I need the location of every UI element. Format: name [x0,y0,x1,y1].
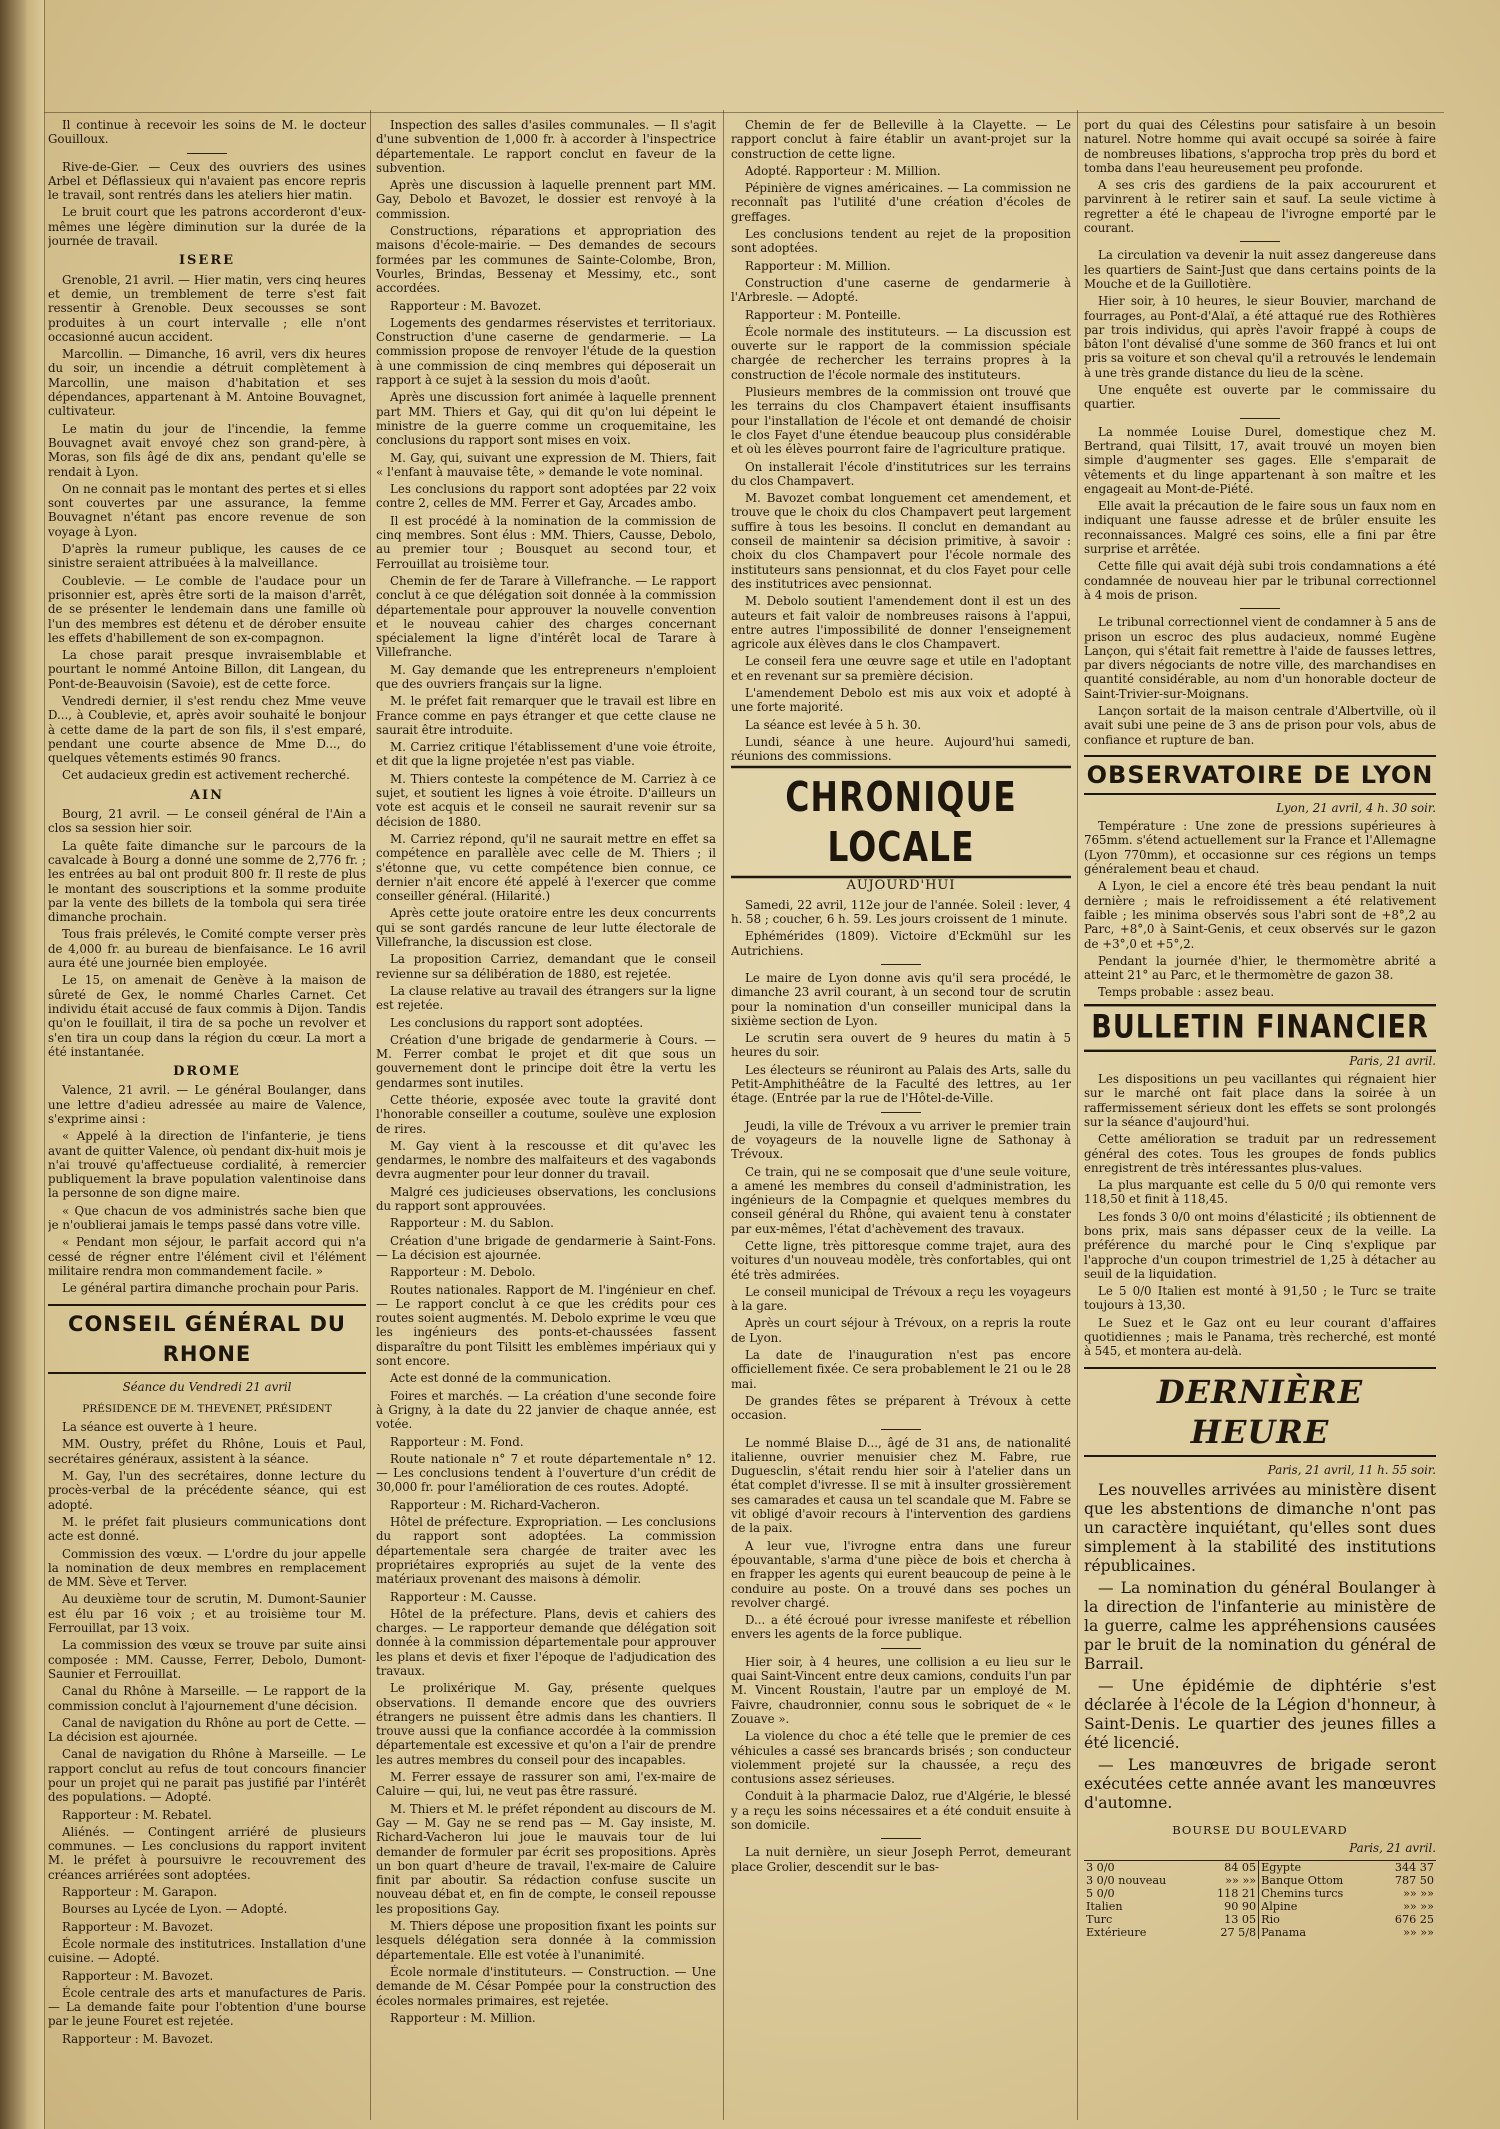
paragraph: Il continue à recevoir les soins de M. le docteur Gouilloux. [48,118,366,147]
paragraph: Rapporteur : M. Garapon. [62,1885,218,1900]
table-cell: »» »» [1403,1925,1434,1939]
paragraph: Ce train, qui ne se composait que d'une seule voiture, a amené les membres du conseil d'administration, les ingénieurs de la Compagnie et quelques membres du conseil général du Rhône, qui avaient tenu à constater par eux-mêmes, l'état d'achèvement des travaux. [731,1164,1071,1236]
paragraph: M. Bavozet combat longuement cet amendement, et trouve que le choix du clos Champavert peut largement suffire à tous les besoins. Il conclut en demandant au conseil de maintenir sa décision primitive, à savoir : choix du clos Champavert pour l'école normale des instituteurs sans pensionnat, et du clos Fayet pour celle des institutrices avec pensionnat. [731,491,1071,591]
separator [881,964,921,965]
paragraph: La séance est ouverte à 1 heure. [62,1420,258,1435]
paragraph: Après une discussion fort animée à laquelle prennent part MM. Thiers et Gay, qui dit qu'on lui dépeint le ministre de la guerre comme un croquemitaine, les conclusions du rapport sont mises en voix. [376,390,716,448]
paragraph: Cette ligne, très pittoresque comme trajet, aura des voitures d'un nouveau modèle, très confortables, qui ont été très admirées. [731,1239,1071,1282]
adjacent-page-edge [26,0,45,2129]
paragraph: Le prolixérique M. Gay, présente quelques observations. Il demande encore que des ouvriers étrangers ne puissent être admis dans les chantiers. Il trouve aussi que la confiance accordée à la commission départementale est excessive et qu'on a l'air de prendre les autres membres du conseil pour des incapables. [376,1681,716,1767]
paragraph: M. Gay demande que les entrepreneurs n'emploient que des ouvriers français sur la ligne. [376,662,716,691]
section-heading-isere: ISERE [178,253,236,269]
paragraph: Plusieurs membres de la commission ont trouvé que les terrains du clos Champavert étaient insuffisants pour l'installation de l'école et ont demandé de choisir le clos Fayet d'une étendue beaucoup plus considérable et où les élèves pourront faire de l'agriculture pratique. [731,385,1071,457]
conseil-subtitle: Séance du Vendredi 21 avril [122,1379,292,1394]
paragraph: M. le préfet fait plusieurs communications dont acte est donné. [48,1514,366,1544]
paragraph: M. Ferrer essaye de rassurer son ami, l'ex-maire de Caluire — qui, lui, ne veut pas être rassuré. [376,1770,716,1799]
paragraph: Après une discussion à laquelle prennent part MM. Gay, Debolo et Bavozet, le dossier est renvoyé à la commission. [376,178,716,221]
masthead-chronique-locale: CHRONIQUE LOCALE [731,766,1071,879]
paragraph: La clause relative au travail des étrangers sur la ligne est rejetée. [376,983,716,1013]
paragraph: « Pendant mon séjour, le parfait accord qui n'a cessé de régner entre l'élément civil et l'élément militaire rendra mon commandement facile. » [48,1235,366,1278]
paragraph: M. Thiers conteste la compétence de M. Carriez à ce sujet, et soutient les lignes à voie étroite. D'ailleurs un vote est acquis et le conseil ne saurait revenir sur sa décision de 1880. [376,771,716,829]
paragraph: Pépinière de vignes américaines. — La commission ne reconnaît pas l'utilité d'une création d'écoles de greffages. [731,181,1071,224]
paragraph: Chemin de fer de Tarare à Villefranche. — Le rapport conclut à ce que délégation soit donnée à la commission départementale pour approuver la nouvelle convention et le nouveau cahier des charges concernant spécialement la ligne d'intérêt local de Tarare à Villefranche. [376,573,716,660]
derniere-heure-body [1084,1481,1436,1813]
section-conseil [48,1420,366,2046]
column-rule [1077,110,1078,2120]
table-cell: 118 21 [1216,1886,1257,1900]
paragraph: Rapporteur : M. Debolo. [390,1265,536,1280]
table-cell: »» »» [1225,1873,1257,1887]
bulletin-dateline: Paris, 21 avril. [1349,1053,1436,1068]
table-row [1084,1860,1436,1874]
separator [881,1838,921,1839]
table-cell: Banque Ottom [1259,1874,1377,1887]
derniere-dateline: Paris, 21 avril, 11 h. 55 soir. [1267,1462,1436,1477]
paragraph: — Les manœuvres de brigade seront exécutées cette année avant les manœuvres d'automne. [1084,1755,1436,1812]
paragraph: Les conclusions tendent au rejet de la proposition sont adoptées. [731,227,1071,256]
paragraph: Routes nationales. Rapport de M. l'ingénieur en chef. — Le rapport conclut à ce que les crédits pour ces routes soient augmentés. M. Debolo exprime le vœu que les ingénieurs des ponts-et-chaussées fassent disparaître du pont Tilsitt les emblèmes impériaux qui y sont encore. [376,1282,716,1369]
paragraph: Temps probable : assez beau. [1098,985,1275,1000]
paragraph: Cette amélioration se traduit par un redressement général des cotes. Tous les groupes de fonds publics enregistrent de très intéressantes plus-values. [1084,1132,1436,1175]
separator [1240,241,1280,242]
paragraph: Le matin du jour de l'incendie, la femme Bouvagnet avait envoyé chez son grand-père, à Moras, son fils âgé de dix ans, pendant qu'elle se rendait à Lyon. [48,421,366,479]
paragraph: Elle avait la précaution de le faire sous un faux nom en indiquant une fausse adresse et de brûler ensuite les reconnaissances. Malgré ces soins, elle a fini par être surprise et arrêtée. [1084,499,1436,557]
section-isere [48,273,366,783]
paragraph: École centrale des arts et manufactures de Paris. — La demande faite pour l'obtention d'une bourse par le jeune Fouret est rejetée. [48,1985,366,2029]
paragraph: M. Gay vient à la rescousse et dit qu'avec les gendarmes, le nombre des malfaiteurs et des vagabonds devra augmenter pour leur donner du travail. [376,1138,716,1182]
header-rule [44,112,1444,113]
table-cell: Italien [1086,1899,1123,1913]
paragraph: Aliénés. — Contingent arriéré de plusieurs communes. — Les conclusions du rapport invitent M. le préfet à poursuivre le recouvrement des créances arriérées sont adoptées. [48,1824,366,1882]
paragraph: Malgré ces judicieuses observations, les conclusions du rapport sont approuvées. [376,1184,716,1214]
paragraph: Le maire de Lyon donne avis qu'il sera procédé, le dimanche 23 avril courant, à un second tour de scrutin pour la nomination d'un conseiller municipal dans la sixième section de Lyon. [731,970,1071,1028]
paragraph: A ses cris des gardiens de la paix accoururent et parvinrent à le retirer sain et sauf. La seule victime à regretter a été le chapeau de l'ivrogne emporté par le courant. [1084,178,1436,236]
separator [1240,418,1280,419]
paragraph: Rapporteur : M. Bavozet. [62,2031,214,2046]
paragraph: D... a été écroué pour ivresse manifeste et rébellion envers les agents de la force publique. [731,1613,1071,1642]
paragraph: Tous frais prélevés, le Comité compte verser près de 4,000 fr. au bureau de bienfaisance. Le 16 avril aura été une journée bien employée. [48,927,366,971]
paragraph: Les conclusions du rapport sont adoptées. [390,1015,644,1030]
paragraph: La date de l'inauguration n'est pas encore officiellement fixée. Ce sera probablement le 21 ou le 28 mai. [731,1348,1071,1391]
table-cell: 3 0/0 nouveau [1086,1873,1167,1887]
paragraph: Rapporteur : M. Bavozet. [62,1919,214,1934]
bourse-heading: BOURSE DU BOULEVARD [1172,1822,1348,1837]
bourse-table [1084,1860,1436,1939]
table-row [1084,1913,1436,1926]
paragraph: M. Carriez répond, qu'il ne saurait mettre en effet sa compétence en parallèle avec celle de M. Thiers ; il s'étonne que, vu cette compétence bien connue, ce dernier n'ait encore été appelé à l'exercer que comme conseiller général. (Hilarité.) [376,831,716,904]
table-cell: Alpine [1259,1900,1377,1913]
paragraph: Le général partira dimanche prochain pour Paris. [62,1281,360,1296]
paragraph: Chemin de fer de Belleville à la Clayette. — Le rapport conclut à faire établir un avant-projet sur la construction de cette ligne. [731,118,1071,161]
paragraph: Rapporteur : M. Causse. [390,1589,537,1604]
paragraph: Il est procédé à la nomination de la commission de cinq membres. Sont élus : MM. Thiers, Causse, Debolo, au premier tour ; Bousquet au second tour, et Ferrouillat au troisième tour. [376,513,716,571]
paragraph: Grenoble, 21 avril. — Hier matin, vers cinq heures et demie, un tremblement de terre s'est fait ressentir à Grenoble. Deux secousses se sont produites à un court intervalle ; elle n'ont occasionné aucun accident. [48,272,366,344]
paragraph: Les nouvelles arrivées au ministère disent que les abstentions de dimanche n'ont pas un caractère inquiétant, qu'elles sont dues simplement à la stabilité des institutions républicaines. [1084,1480,1436,1575]
paragraph: Le nommé Blaise D..., âgé de 31 ans, de nationalité italienne, ouvrier menuisier chez M. Fabre, rue Duguesclin, s'était rendu hier soir à l'atelier dans un état complet d'ivresse. Il se mit à insulter grossièrement ses camarades et causa un tel scandale que M. Fabre se vit obligé d'avoir recours à l'intervention des gardiens de la paix. [731,1435,1071,1536]
table-cell: 27 5/8 [1220,1925,1257,1939]
table-cell: Egypte [1259,1860,1377,1874]
bourse-dateline: Paris, 21 avril. [1349,1841,1436,1856]
paragraph: Adopté. Rapporteur : M. Million. [745,163,941,178]
table-cell: Turc [1086,1912,1113,1926]
paragraph: M. Carriez critique l'établissement d'une voie étroite, et dit que la ligne projetée n'est pas viable. [376,740,716,769]
paragraph: M. Debolo soutient l'amendement dont il est un des auteurs et fait valoir de nombreuses raisons à l'appui, entre autres l'impossibilité de donner l'enseignement agricole aux élèves dans le clos Champavert. [731,594,1071,652]
table-cell: Rio [1259,1913,1377,1926]
table-cell: 84 05 [1224,1860,1257,1874]
paragraph: La quête faite dimanche sur le parcours de la cavalcade à Bourg a donné une somme de 2,776 fr. ; les entrées au bal ont produit 800 fr. Il reste de plus le montant des souscriptions et la somme produite par la vente des billets de la tombola qui sera tirée dimanche prochain. [48,838,366,925]
paragraph: Rive-de-Gier. — Ceux des ouvriers des usines Arbel et Déflassieux qui n'avaient pas encore repris le travail, sont rentrés dans les ateliers hier matin. [48,159,366,203]
masthead-conseil-general: CONSEIL GÉNÉRAL DU RHONE [48,1304,366,1374]
paragraph: Bourg, 21 avril. — Le conseil général de l'Ain a clos sa session hier soir. [48,807,366,836]
paragraph: Bourses au Lycée de Lyon. — Adopté. [62,1902,288,1917]
paragraph: La nuit dernière, un sieur Joseph Perrot, demeurant place Grolier, descendit sur le bas- [731,1845,1071,1874]
paragraph: Les conclusions du rapport sont adoptées par 22 voix contre 2, celles de MM. Ferrer et Gay, Arcades ambo. [376,482,716,511]
paragraph: Rapporteur : M. Bavozet. [390,298,542,313]
column-rule [723,110,724,2120]
observatoire-dateline: Lyon, 21 avril, 4 h. 30 soir. [1276,800,1436,815]
separator [1240,608,1280,609]
column-3 [731,118,1071,2113]
paragraph: Une enquête est ouverte par le commissaire du quartier. [1084,383,1436,412]
paragraph: Le tribunal correctionnel vient de condamner à 5 ans de prison un escroc des plus audacieux, nommé Eugène Lançon, qui s'était fait remettre à l'aide de fausses lettres, par divers négociants de notre ville, des marchandises en quantité considérable, au nom d'un honorable docteur de Saint-Trivier-sur-Moignans. [1084,615,1436,701]
paragraph: Vendredi dernier, il s'est rendu chez Mme veuve D..., à Coublevie, et, après avoir souhaité le bonjour à cette dame de la part de son fils, il s'est emparé, pendant une courte absence de Mme D..., do quelques vêtements estimés 90 francs. [48,693,366,766]
paragraph: La plus marquante est celle du 5 0/0 qui remonte vers 118,50 et finit à 118,45. [1084,1178,1436,1207]
paragraph: Hier soir, à 4 heures, une collision a eu lieu sur le quai Saint-Vincent entre deux camions, conduits l'un par M. Vincent Roustain, l'autre par un employé de M. Faivre, chaudronnier, connu sous le sobriquet de « le Zouave ». [731,1654,1071,1726]
paragraph: Canal de navigation du Rhône à Marseille. — Le rapport conclut au refus de tout concours financier pour un projet qui ne parait pas justifié par l'intérêt des populations. — Adopté. [48,1747,366,1805]
paragraph: Cette fille qui avait déjà subi trois condamnations a été condamnée de nouveau hier par le tribunal correctionnel à 4 mois de prison. [1084,559,1436,602]
column-rule [370,110,371,2120]
paragraph: Lançon sortait de la maison centrale d'Albertville, où il avait subi une peine de 3 ans de prison pour vols, abus de confiance et rupture de ban. [1084,703,1436,747]
paragraph: École normale des institutrices. Installation d'une cuisine. — Adopté. [48,1936,366,1966]
paragraph: La violence du choc a été telle que le premier de ces véhicules a cassé ses brancards brisés ; son conducteur violemment projeté sur la chaussée, a reçu des contusions assez sérieuses. [731,1729,1071,1787]
paragraph: Logements des gendarmes réservistes et territoriaux. Construction d'une caserne de gendarmerie. — La commission propose de renvoyer l'étude de la question à une commission de cinq membres qui déposerait un rapport à ce sujet à la session du mois d'août. [376,315,716,388]
paragraph: « Que chacun de vos administrés sache bien que je n'oublierai jamais le temps passé dans votre ville. [48,1203,366,1233]
paragraph: Après cette joute oratoire entre les deux concurrents qui se sont gardés rancune de leur lutte électorale de Villefranche, la discussion est close. [376,906,716,950]
paragraph: Rapporteur : M. Ponteille. [745,307,901,322]
paragraph: « Appelé à la direction de l'infanterie, je tiens avant de quitter Valence, où pendant dix-huit mois je n'ai trouvé qu'affectueuse cordialité, à remercier publiquement la brave population valentinoise dans la personne de son digne maire. [48,1129,366,1201]
paragraph: A leur vue, l'ivrogne entra dans une fureur épouvantable, s'arma d'une pièce de bois et chercha à en frapper les agents qui eurent beaucoup de peine à le conduire au poste. On a trouvé dans ses poches un revolver chargé. [731,1538,1071,1610]
table-cell: 13 05 [1224,1912,1257,1926]
paragraph: Lundi, séance à une heure. Aujourd'hui samedi, réunions des commissions. [731,734,1071,764]
paragraph: Rapporteur : M. Million. [390,2010,536,2025]
paragraph: Au deuxième tour de scrutin, M. Dumont-Saunier est élu par 16 voix ; et au troisième tour M. Ferrouillat, par 13 voix. [48,1592,366,1636]
paragraph: La proposition Carriez, demandant que le conseil revienne sur sa délibération de 1880, est rejetée. [376,952,716,981]
table-cell: 787 50 [1394,1873,1434,1887]
paragraph: — La nomination du général Boulanger à la direction de l'infanterie au ministère de la guerre, calme les appréhensions causées par le bruit de la nomination du général de Barrail. [1084,1578,1436,1673]
paragraph: Cet audacieux gredin est activement recherché. [62,768,350,783]
paragraph: Coublevie. — Le comble de l'audace pour un prisonnier est, après être sorti de la maison d'arrêt, de se présenter le lendemain dans une famille où l'un des membres est détenu et de dérober ensuite les effets d'habillement de son ex-compagnon. [48,573,366,645]
paragraph: Hôtel de la préfecture. Plans, devis et cahiers des charges. — Le rapporteur demande que délégation soit donnée à la commission départementale pour approuver les plans et devis et fixer l'époque de l'adjudication des travaux. [376,1606,716,1678]
paragraph: Rapporteur : M. du Sablon. [390,1216,554,1231]
paragraph: Rapporteur : M. Bavozet. [62,1968,214,1983]
paragraph: De grandes fêtes se préparent à Trévoux à cette occasion. [731,1393,1071,1423]
paragraph: A Lyon, le ciel a encore été très beau pendant la nuit dernière ; mais le refroidissement a été relativement faible ; les minima observés sous l'abri sont de +8°,2 au Parc, +8°,0 à Saint-Genis, et ceux observés sur le gazon de +3°,0 et +5°,2. [1084,879,1436,951]
paragraph: Cette théorie, exposée avec toute la gravité dont l'honorable conseiller a coutume, soulève une explosion de rires. [376,1093,716,1136]
table-cell: »» »» [1403,1886,1434,1900]
section-heading-ain: AIN [189,787,225,803]
paragraph: L'amendement Debolo est mis aux voix et adopté à une forte majorité. [731,685,1071,715]
paragraph: Le 15, on amenait de Genève à la maison de sûreté de Gex, le nommé Charles Carnet. Cet individu était accusé de faux commis à Dijon. Tandis qu'on le fouillait, il tira de sa poche un revolver et s'en tira un coup dans la région du cœur. La mort a été instantanée. [48,973,366,1059]
paragraph: Samedi, 22 avril, 112e jour de l'année. Soleil : lever, 4 h. 58 ; coucher, 6 h. 59. Les jours croissent de 1 minute. [731,897,1071,927]
paragraph: La nommée Louise Durel, domestique chez M. Bertrand, quai Tilsitt, 17, avait trouvé un moyen bien simple d'augmenter ses gages. Elle s'emparait de vêtements et du linge appartenant à son maître et les engageait au Mont-de-Piété. [1084,424,1436,496]
paragraph: M. Gay, l'un des secrétaires, donne lecture du procès-verbal de la précédente séance, qui est adopté. [48,1469,366,1512]
article-rive-de-gier [48,118,366,248]
table-cell: 344 37 [1394,1860,1434,1874]
table-cell: 676 25 [1394,1912,1434,1926]
section-drome [48,1083,366,1295]
paragraph: École normale des instituteurs. — La discussion est ouverte sur le rapport de la commission spéciale chargée de rechercher les terrains propres à la construction de l'école normale des instituteurs. [731,324,1071,382]
masthead-bulletin-financier: BULLETIN FINANCIER [1084,1004,1436,1052]
paragraph: D'après la rumeur publique, les causes de ce sinistre seraient attribuées à la malveillance. [48,542,366,571]
paragraph: Création d'une brigade de gendarmerie à Saint-Fons. — La décision est ajournée. [376,1233,716,1262]
paragraph: Le Suez et le Gaz ont eu leur courant d'affaires quotidiennes ; mais le Panama, très recherché, est monté à 545, et montera au-delà. [1084,1315,1436,1359]
table-row [1084,1926,1436,1939]
paragraph: Valence, 21 avril. — Le général Boulanger, dans une lettre d'adieu adressée au maire de Valence, s'exprime ainsi : [48,1083,366,1126]
table-cell: Panama [1259,1926,1377,1939]
column-1 [48,118,366,2113]
paragraph: On ne connait pas le montant des pertes et si elles sont couvertes par une assurance, la femme Bouvagnet n'étant pas encore revenue de son voyage à Lyon. [48,481,366,539]
paragraph: Rapporteur : M. Rebatel. [62,1807,212,1822]
paragraph: Constructions, réparations et appropriation des maisons d'école-mairie. — Des demandes de secours formées par les communes de Sainte-Colombe, Bron, Vourles, Brindas, Bessenay et Messimy, etc., sont accordées. [376,224,716,296]
paragraph: M. Thiers dépose une proposition fixant les points sur lesquels délégation sera donnée à la commission départementale. Elle est votée à l'unanimité. [376,1919,716,1962]
table-cell: Extérieure [1086,1925,1147,1939]
paragraph: Conduit à la pharmacie Daloz, rue d'Algérie, le blessé y a reçu les soins nécessaires et a été conduit ensuite à son domicile. [731,1789,1071,1832]
paragraph: Les fonds 3 0/0 ont moins d'élasticité ; ils obtiennent de bons prix, mais sans dépasser ceux de la veille. La préférence du marché pour le Cinq s'explique par l'approche d'un coupon trimestriel de 1,25 à détacher au seuil de la liquidation. [1084,1209,1436,1281]
presidence-line: PRÉSIDENCE DE M. THEVENET, PRÉSIDENT [82,1402,332,1415]
paragraph: Le conseil fera une œuvre sage et utile en l'adoptant et en revenant sur sa première décision. [731,654,1071,683]
separator [881,1112,921,1113]
paragraph: La circulation va devenir la nuit assez dangereuse dans les quartiers de Saint-Just que dans certains points de la Mouche et de la Guillotière. [1084,248,1436,291]
paragraph: On installerait l'école d'institutrices sur les terrains du clos Champavert. [731,459,1071,488]
paragraph: Après un court séjour à Trévoux, on a repris la route de Lyon. [731,1316,1071,1345]
separator [881,1648,921,1649]
masthead-observatoire: OBSERVATOIRE DE LYON [1084,755,1436,795]
paragraph: Rapporteur : M. Richard-Vacheron. [390,1497,600,1512]
paragraph: M. Thiers et M. le préfet répondent au discours de M. Gay — M. Gay ne se rend pas — M. Gay insiste, M. Richard-Vacheron lui joue le mauvais tour de lui demander de formuler par écrit ses propositions. Après un bon quart d'heure de travail, l'ex-maire de Caluire finit par aboutir. Sa rédaction confuse suscite un nouveau débat et, en fin de compte, le conseil repousse les propositions Gay. [376,1801,716,1916]
paragraph: La commission des vœux se trouve par suite ainsi composée : MM. Causse, Ferrer, Debolo, Dumont-Saunier et Ferrouillat. [48,1638,366,1681]
paragraph: Construction d'une caserne de gendarmerie à l'Arbresle. — Adopté. [731,275,1071,305]
paragraph: Rapporteur : M. Million. [745,258,891,273]
section-ain [48,807,366,1059]
paragraph: Température : Une zone de pressions supérieures à 765mm. s'étend actuellement sur la France et l'Allemagne (Lyon 770mm), et occasionne sur ces régions un temps généralement beau et chaud. [1084,819,1436,877]
paragraph: Marcollin. — Dimanche, 16 avril, vers dix heures du soir, un incendie a détruit complètement à Marcollin, une maison d'habitation et ses dépendances, appartenant à M. Antoine Bouvagnet, cultivateur. [48,347,366,419]
table-cell: »» »» [1403,1899,1434,1913]
paragraph: La séance est levée à 5 h. 30. [745,717,922,732]
paragraph: Inspection des salles d'asiles communales. — Il s'agit d'une subvention de 1,000 fr. à accorder à l'inspectrice départementale. Le rapport conclut en faveur de la subvention. [376,118,716,175]
paragraph: Canal de navigation du Rhône au port de Cette. — La décision est ajournée. [48,1715,366,1745]
paragraph: port du quai des Célestins pour satisfaire à un besoin naturel. Notre homme qui avait occupé sa soirée à faire de nombreuses libations, s'approcha trop près du bord et tomba dans l'eau heureusement peu profonde. [1084,118,1436,175]
paragraph: Canal du Rhône à Marseille. — Le rapport de la commission conclut à l'ajournement d'une décision. [48,1684,366,1713]
paragraph: Rapporteur : M. Fond. [390,1434,524,1449]
paragraph: Commission des vœux. — L'ordre du jour appelle la nomination de deux membres en remplacement de MM. Sève et Terver. [48,1546,366,1590]
paragraph: M. le préfet fait remarquer que le travail est libre en France comme en pays étranger et que cette clause ne saurait être introduite. [376,694,716,737]
separator [881,1429,921,1430]
paragraph: MM. Oustry, préfet du Rhône, Louis et Paul, secrétaires généraux, assistent à la séance. [48,1437,366,1466]
table-cell: Chemins turcs [1259,1887,1377,1900]
paragraph: La chose parait presque invraisemblable et pourtant le nommé Antoine Billon, dit Langean, du Pont-de-Beauvoisin (Savoie), est de cette force. [48,648,366,691]
paragraph: Hôtel de préfecture. Expropriation. — Les conclusions du rapport sont adoptées. La commission départementale sera chargée de traiter avec les propriétaires expropriés au sujet de la vente des matériaux provenant des maisons à démolir. [376,1515,716,1587]
paragraph: Le bruit court que les patrons accorderont d'eux-mêmes une légère diminution sur la durée de la journée de travail. [48,205,366,249]
paragraph: Acte est donné de la communication. [390,1371,612,1386]
table-cell: 5 0/0 [1086,1886,1115,1900]
paragraph: Les électeurs se réuniront au Palais des Arts, salle du Petit-Amphithéâtre de la Faculté des lettres, au 1er étage. (Entrée par la rue de l'Hôtel-de-Ville. [731,1062,1071,1106]
table-cell: 3 0/0 [1086,1860,1115,1874]
paragraph: Foires et marchés. — La création d'une seconde foire à Grigny, à la date du 22 janvier de chaque année, est votée. [376,1388,716,1432]
paragraph: Le scrutin sera ouvert de 9 heures du matin à 5 heures du soir. [731,1031,1071,1060]
paragraph: M. Gay, qui, suivant une expression de M. Thiers, fait « l'enfant à mauvaise tête, » demande le vote nominal. [376,450,716,479]
masthead-derniere-heure: DERNIÈRE HEURE [1084,1367,1436,1457]
column-4 [1084,118,1436,2113]
paragraph: Hier soir, à 10 heures, le sieur Bouvier, marchand de fourrages, au Pont-d'Alaï, a été attaqué rue des Rothières par trois individus, qui après l'avoir frappé à coups de bâton l'ont dévalisé d'une somme de 360 francs et lui ont pris sa voiture et son cheval qu'il a retrouvés le lendemain à une très grande distance du lieu de la scène. [1084,294,1436,380]
paragraph: Ephémérides (1809). Victoire d'Eckmühl sur les Autrichiens. [731,929,1071,958]
paragraph: Création d'une brigade de gendarmerie à Cours. — M. Ferrer combat le projet et dit que sous un gouvernement dont le principe doit être la vertu les gendarmes sont inutiles. [376,1032,716,1090]
column-2 [376,118,716,2113]
aujourdhui-heading: AUJOURD'HUI [846,878,956,894]
paragraph: Le 5 0/0 Italien est monté à 91,50 ; le Turc se traite toujours à 13,30. [1084,1284,1436,1313]
paragraph: Les dispositions un peu vacillantes qui régnaient hier sur le marché ont fait place dans la soirée à un raffermissement sérieux dont les effets se sont prolongés sur la séance d'aujourd'hui. [1084,1072,1436,1129]
paragraph: Le conseil municipal de Trévoux a reçu les voyageurs à la gare. [731,1284,1071,1314]
table-row [1084,1900,1436,1913]
table-row [1084,1874,1436,1887]
paragraph: Jeudi, la ville de Trévoux a vu arriver le premier train de voyageurs de la nouvelle ligne de Sathonay à Trévoux. [731,1118,1071,1162]
table-cell: 90 90 [1224,1899,1257,1913]
binding-edge [0,0,26,2129]
paragraph: École normale d'instituteurs. — Construction. — Une demande de M. César Pompée pour la construction des écoles normales primaires, est rejetée. [376,1964,716,2008]
separator [187,153,227,154]
paragraph: Route nationale n° 7 et route départementale n° 12. — Les conclusions tendent à l'ouverture d'un crédit de 30,000 fr. pour l'amélioration de ces routes. Adopté. [376,1451,716,1495]
section-heading-drome: DROME [173,1064,241,1080]
paragraph: — Une épidémie de diphtérie s'est déclarée à l'école de la Légion d'honneur, à Saint-Denis. Le quartier des jeunes filles a été licencié. [1084,1676,1436,1752]
table-row [1084,1887,1436,1900]
paragraph: Pendant la journée d'hier, le thermomètre abrité a atteint 21° au Parc, et le thermomètre de gazon 38. [1084,953,1436,983]
